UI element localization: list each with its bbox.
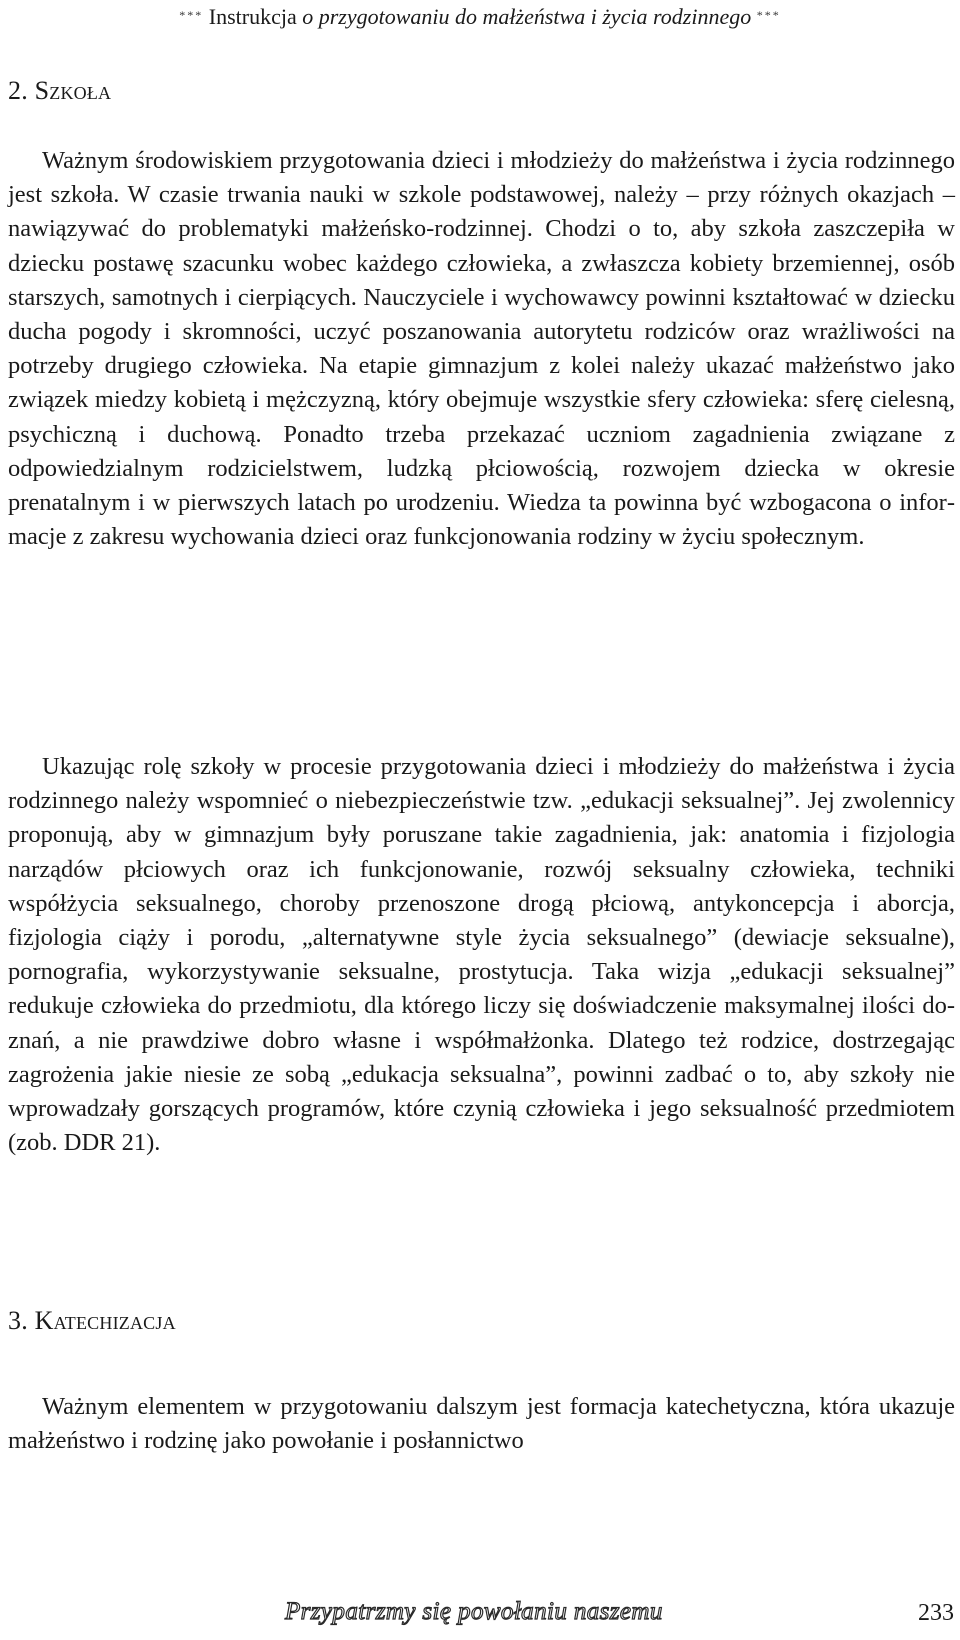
page-number: 233: [918, 1600, 954, 1626]
running-header: [0, 0, 960, 30]
footer-running-title: Przypatrzmy się powołaniu naszemu: [285, 1598, 663, 1625]
paragraph-school-2: Ukazując rolę szkoły w procesie przygotowania dzieci i młodzieży do małżeństwa i życia rodzinnego należy wspomnieć o niebezpieczeństwie tzw. „edukacji seksualnej”. Jej zwolennicy proponują, aby w gimnazjum były poruszane takie zagadnienia, jak: anatomia i fizjologia narządów płciowych oraz ich funkcjonowanie, rozwój seksualny człowieka, techniki współżycia seksualnego, choroby przenoszone drogą płciową, antykoncepcja i aborcja, fizjologia ciąży i porodu, „alternatywne style życia seksualnego” (dewiacje seksualne), pornografia, wykorzystywanie seksualne, prostytucja. Taka wizja „edukacji seksualnej” redukuje człowieka do przedmiotu, dla którego liczy się doświadczenie maksymalnej ilości doznań, a nie prawdziwe dobro własne i współmałżonka. Dlatego też rodzice, dostrzegając zagrożenia jakie niesie ze sobą „edukacja seksualna”, powinni zadbać o to, aby szkoły nie wprowadzały gorszących programów, które czynią człowieka i jego seksualność przedmiotem (zob. DDR 21).: [8, 753, 955, 1157]
section-heading-school: [8, 76, 111, 106]
section-title: Szkoła: [34, 76, 112, 105]
header-ornament-left: ***: [179, 8, 204, 22]
section-number: 3.: [8, 1306, 35, 1335]
section-heading-catechesis: [8, 1306, 176, 1336]
paragraph-school-1: Ważnym środowiskiem przygotowania dzieci i młodzieży do małżeństwa i życia rodzinnego jest szkoła. W czasie trwania nauki w szkole podstawowej, należy – przy różnych okazjach – nawiązywać do problematyki małżeńsko-rodzinnej. Chodzi o to, aby szkoła zaszczepiła w dziecku postawę szacunku wobec każdego człowieka, a zwłaszcza kobiety brzemiennej, osób starszych, samotnych i cierpiących. Nauczyciele i wychowawcy powinni kształtować w dziecku ducha pogody i skromności, uczyć poszanowania autorytetu rodziców oraz wrażliwości na potrzeby drugiego człowieka. Na etapie gimnazjum z kolei należy ukazać małżeństwo jako związek miedzy kobietą i mężczyzną, który obejmuje wszystkie sfery człowieka: sferę cielesną, psychiczną i duchową. Ponadto trzeba przekazać uczniom zagadnienia związane z odpowiedzialnym rodzicielstwem, ludzką płciowością, rozwojem dziecka w okresie prenatalnym i w pierwszych latach po urodzeniu. Wiedza ta powinna być wzbogacona o informacje z zakresu wychowania dzieci oraz funkcjonowania rodziny w życiu społecznym.: [8, 147, 955, 551]
header-text-italic: o przygotowaniu do małżeństwa i życia rodzinnego: [302, 4, 752, 29]
section-number: 2.: [8, 76, 35, 105]
paragraph-catechesis-1: Ważnym elementem w przygotowaniu dalszym jest formacja katechetyczna, która ukazuje małżeństwo i rodzinę jako powołanie i posłannictwo: [8, 1393, 955, 1455]
page-footer: [0, 1598, 960, 1638]
section-title: Katechizacja: [34, 1306, 176, 1335]
header-ornament-right: ***: [756, 8, 781, 22]
header-text-plain: Instrukcja: [208, 4, 303, 29]
